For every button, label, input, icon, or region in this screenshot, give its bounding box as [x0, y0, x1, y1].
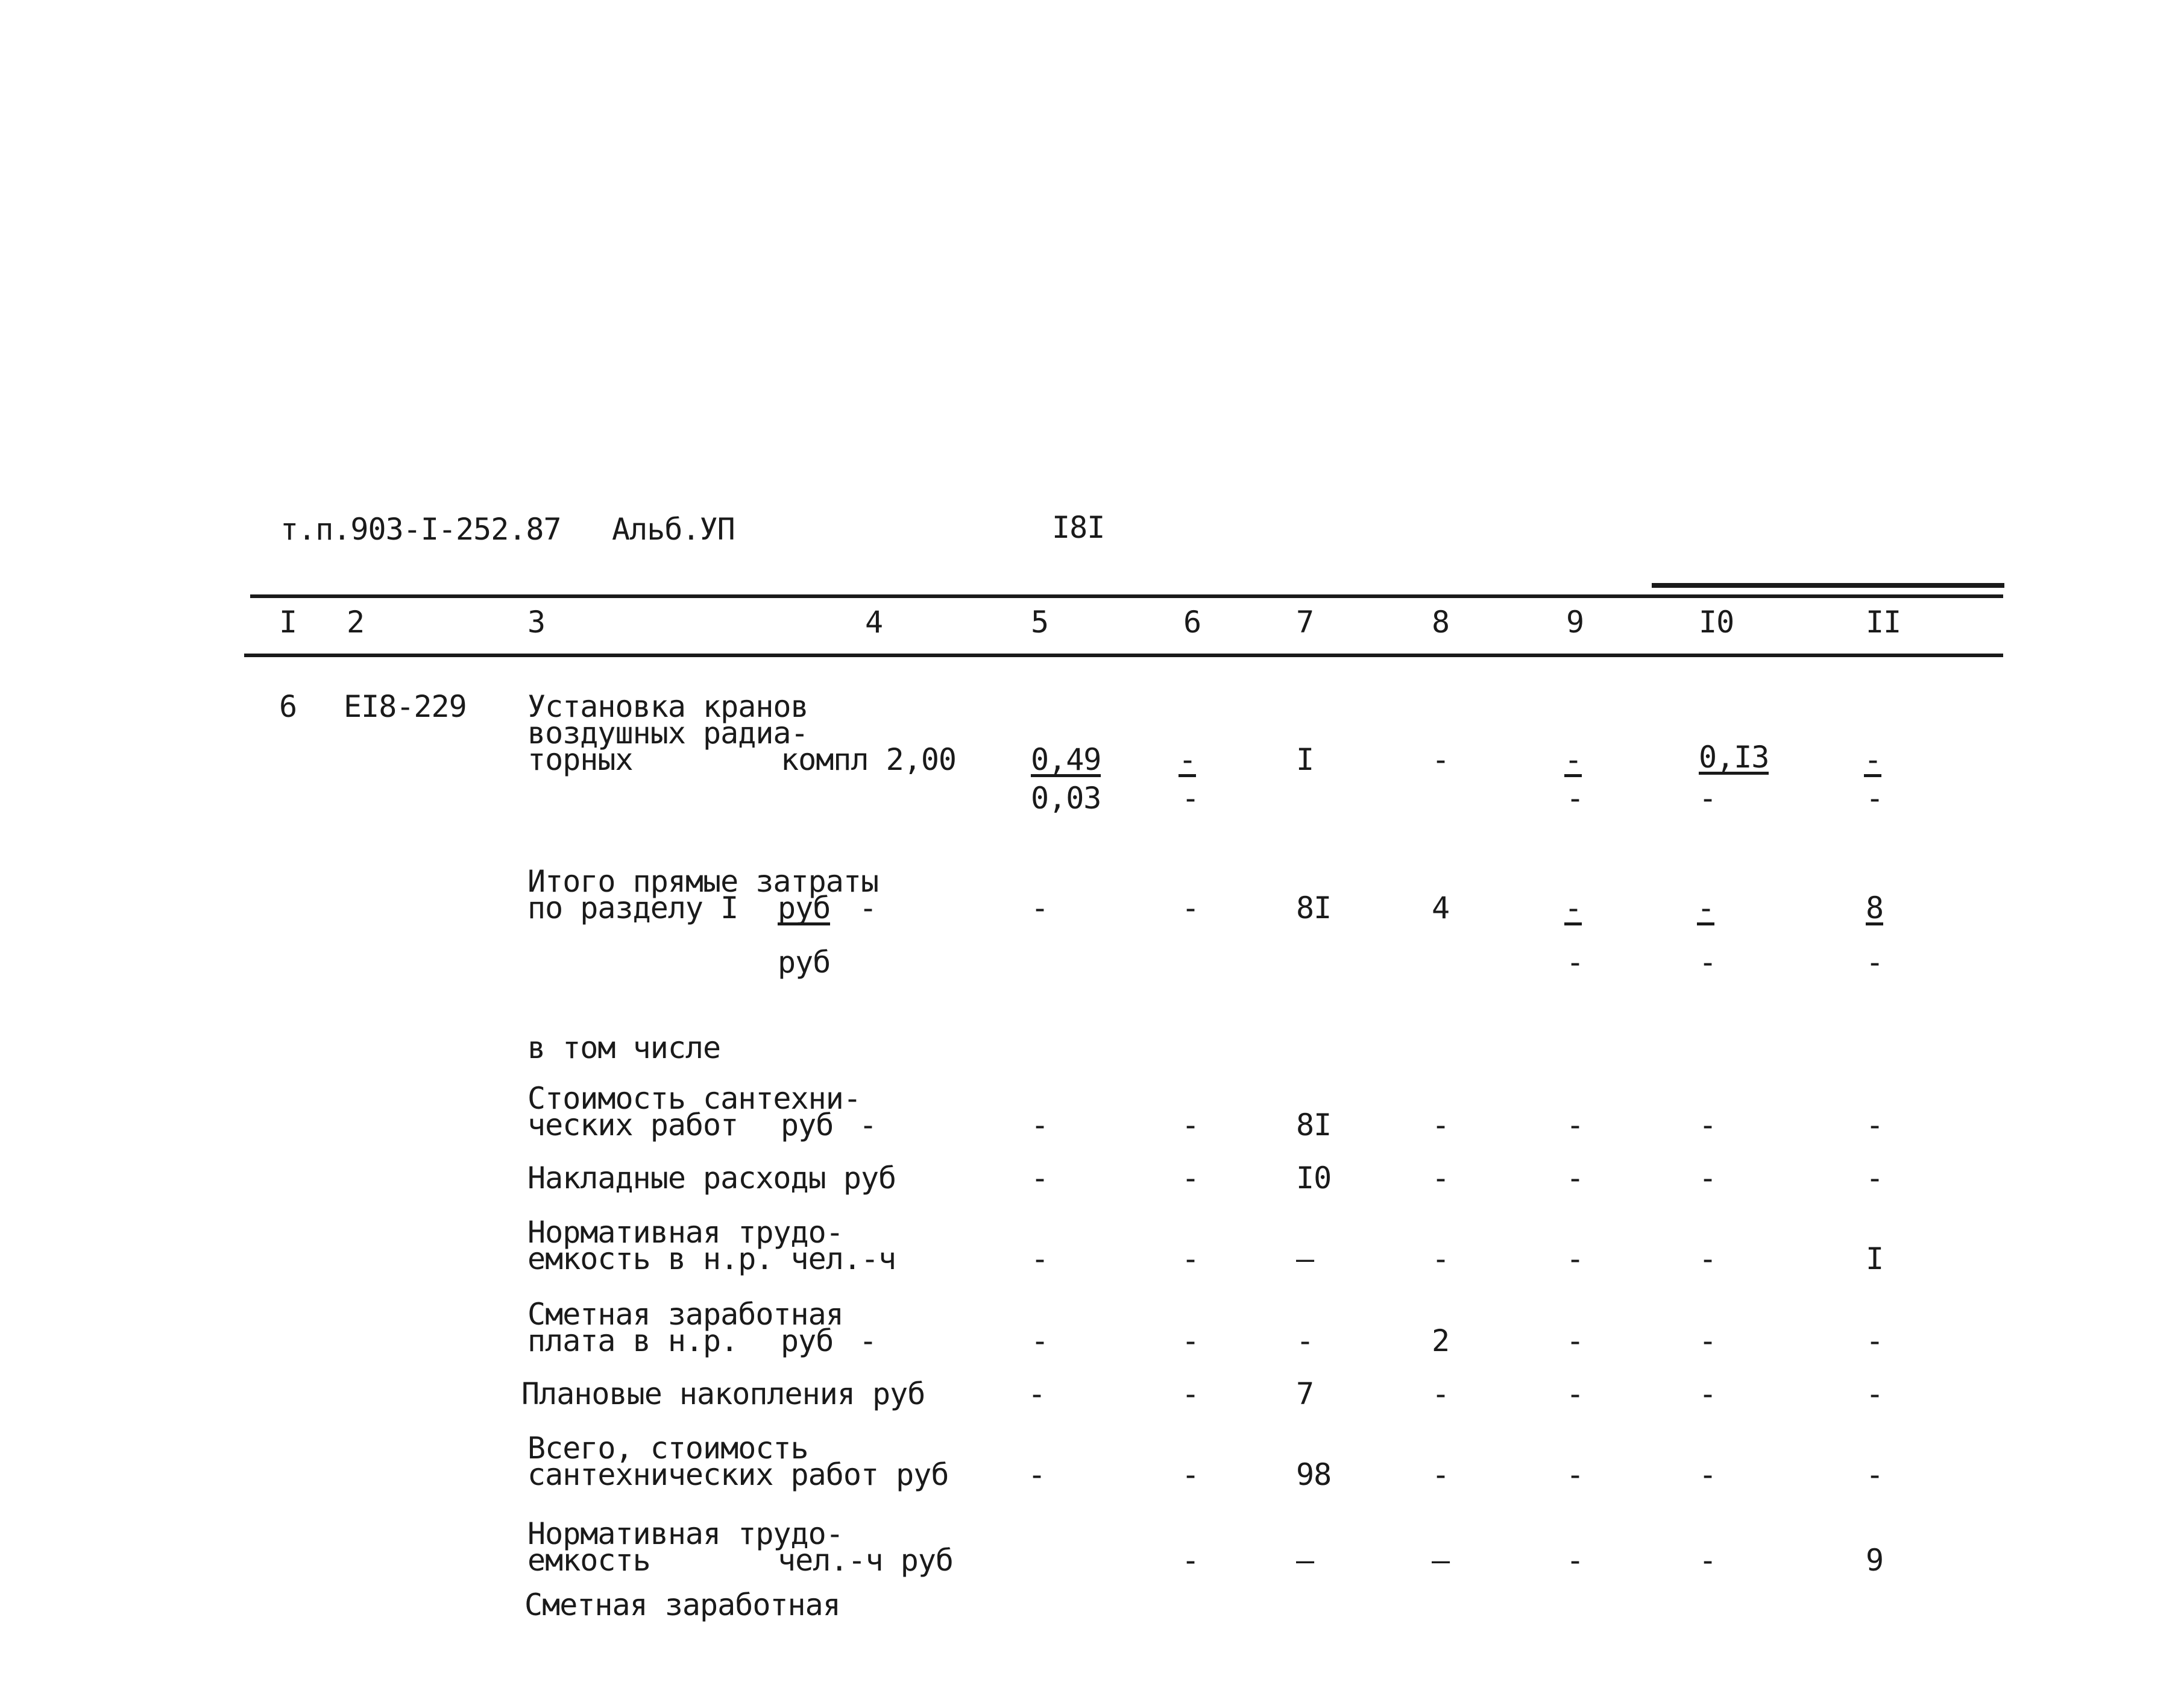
row5-c10: -	[1699, 1161, 1717, 1196]
row7-c10: -	[1699, 1323, 1717, 1358]
row6-c7: —	[1296, 1241, 1314, 1276]
row9-c6: -	[1182, 1457, 1200, 1492]
row10-c11: 9	[1866, 1543, 1884, 1578]
col-header-8: 8	[1432, 605, 1450, 640]
row9-c9: -	[1566, 1457, 1584, 1492]
row4-c10: -	[1699, 1108, 1717, 1142]
row2-c8: 4	[1432, 890, 1450, 925]
row1-c6-top: -	[1179, 742, 1197, 777]
row1-c9-top: -	[1564, 742, 1582, 777]
row6-c5: -	[1031, 1241, 1049, 1276]
row5-c11: -	[1866, 1161, 1884, 1196]
row10-c7: —	[1296, 1543, 1314, 1578]
row1-c10-bot: -	[1699, 781, 1717, 816]
row9-c10: -	[1699, 1457, 1717, 1492]
row8-c9: -	[1566, 1376, 1584, 1411]
row8-c10: -	[1699, 1376, 1717, 1411]
row7-c4: -	[859, 1323, 877, 1358]
row4-desc-1: Стоимость сантехни-	[527, 1081, 861, 1116]
row11-desc: Сметная заработная	[524, 1587, 840, 1622]
row5-c8: -	[1432, 1161, 1450, 1196]
row5-c7: I0	[1296, 1161, 1332, 1196]
row8-desc: Плановые накопления руб	[521, 1376, 925, 1411]
row9-c7: 98	[1296, 1457, 1332, 1492]
row2-c10-top: -	[1697, 890, 1715, 925]
row1-c5-top: 0,49	[1031, 742, 1101, 777]
row10-c6: -	[1182, 1543, 1200, 1578]
row8-c7: 7	[1296, 1376, 1314, 1411]
row6-c9: -	[1566, 1241, 1584, 1276]
row2-c7: 8I	[1296, 890, 1332, 925]
row2-c6: -	[1182, 890, 1200, 925]
row8-c5: -	[1028, 1376, 1046, 1411]
col-header-7: 7	[1296, 605, 1314, 640]
row1-c7: I	[1296, 742, 1314, 777]
row4-desc-2: ческих работ	[527, 1108, 738, 1142]
row4-c4: -	[859, 1108, 877, 1142]
row10-desc-2: емкость	[527, 1543, 650, 1578]
row2-c5: -	[1031, 890, 1049, 925]
col-header-4: 4	[865, 605, 883, 640]
row8-c8: -	[1432, 1376, 1450, 1411]
col-header-9: 9	[1566, 605, 1584, 640]
col-header-3: 3	[527, 605, 546, 640]
row1-c11-top: -	[1864, 742, 1882, 777]
col-header-5: 5	[1031, 605, 1049, 640]
row10-desc-1: Нормативная трудо-	[527, 1516, 843, 1551]
row4-c11: -	[1866, 1108, 1884, 1142]
row1-desc-2: воздушных радиа-	[527, 716, 808, 751]
row4-c9: -	[1566, 1108, 1584, 1142]
row2-desc-1: Итого прямые затраты	[527, 864, 879, 899]
col-header-11: II	[1866, 605, 1901, 640]
row5-desc: Накладные расходы руб	[527, 1161, 896, 1196]
row2-unit-top: руб	[778, 890, 831, 925]
col-header-6: 6	[1183, 605, 1201, 640]
row1-unit-qty: компл 2,00	[781, 742, 957, 777]
row9-c11: -	[1866, 1457, 1884, 1492]
row7-c8: 2	[1432, 1323, 1450, 1358]
row1-c5-bot: 0,03	[1031, 781, 1101, 816]
row7-desc-2: плата в н.р.	[527, 1323, 738, 1358]
row4-c5: -	[1031, 1108, 1049, 1142]
row9-desc-2: сантехнических работ руб	[527, 1457, 949, 1492]
row2-c11-bot: -	[1866, 945, 1884, 980]
header-rule	[244, 654, 2003, 657]
row9-c5: -	[1028, 1457, 1046, 1492]
row6-c11: I	[1866, 1241, 1884, 1276]
row7-c11: -	[1866, 1323, 1884, 1358]
row1-desc-1: Установка кранов	[527, 689, 808, 724]
row2-c11-top: 8	[1866, 890, 1884, 925]
row4-c6: -	[1182, 1108, 1200, 1142]
row6-desc-2: емкость в н.р. чел.-ч	[527, 1241, 896, 1276]
row10-c10: -	[1699, 1543, 1717, 1578]
top-rule	[250, 594, 2003, 598]
col-header-2: 2	[347, 605, 365, 640]
row6-c6: -	[1182, 1241, 1200, 1276]
row7-c6: -	[1182, 1323, 1200, 1358]
row7-desc-1: Сметная заработная	[527, 1297, 843, 1332]
row1-c9-bot: -	[1566, 781, 1584, 816]
row2-c4: -	[859, 890, 877, 925]
row8-c6: -	[1182, 1376, 1200, 1411]
row9-desc-1: Всего, стоимость	[527, 1431, 808, 1466]
doc-code: т.п.903-I-252.87	[280, 512, 561, 547]
row2-desc-2: по разделу I	[527, 890, 738, 925]
row7-unit: руб	[781, 1323, 834, 1358]
top-rule-thick	[1652, 583, 2004, 588]
row5-c9: -	[1566, 1161, 1584, 1196]
row1-num: 6	[279, 689, 297, 724]
row4-unit: руб	[781, 1108, 834, 1142]
row2-c10-bot: -	[1699, 945, 1717, 980]
col-header-1: I	[279, 605, 297, 640]
row10-c9: -	[1566, 1543, 1584, 1578]
row9-c8: -	[1432, 1457, 1450, 1492]
row2-c9-bot: -	[1566, 945, 1584, 980]
row1-c10-top: 0,I3	[1699, 740, 1769, 775]
row1-desc-3: торных	[527, 742, 633, 777]
row7-c5: -	[1031, 1323, 1049, 1358]
row1-c6-bot: -	[1182, 781, 1200, 816]
row10-unit: чел.-ч руб	[778, 1543, 954, 1578]
row5-c6: -	[1182, 1161, 1200, 1196]
row6-c10: -	[1699, 1241, 1717, 1276]
col-header-10: I0	[1699, 605, 1734, 640]
row1-c11-bot: -	[1866, 781, 1884, 816]
row6-desc-1: Нормативная трудо-	[527, 1215, 843, 1250]
row5-c5: -	[1031, 1161, 1049, 1196]
row7-c7: -	[1296, 1323, 1314, 1358]
album-label: Альб.УП	[612, 512, 735, 547]
row10-c8: —	[1432, 1543, 1450, 1578]
row6-c8: -	[1432, 1241, 1450, 1276]
row1-c8: -	[1432, 742, 1450, 777]
row1-code: EI8-229	[344, 689, 467, 724]
row7-c9: -	[1566, 1323, 1584, 1358]
row8-c11: -	[1866, 1376, 1884, 1411]
page-number: I8I	[1052, 510, 1105, 545]
row4-c7: 8I	[1296, 1108, 1332, 1142]
row2-c9-top: -	[1564, 890, 1582, 925]
row4-c8: -	[1432, 1108, 1450, 1142]
row3-desc: в том числе	[527, 1030, 721, 1065]
row2-unit-bot: руб	[778, 945, 831, 980]
